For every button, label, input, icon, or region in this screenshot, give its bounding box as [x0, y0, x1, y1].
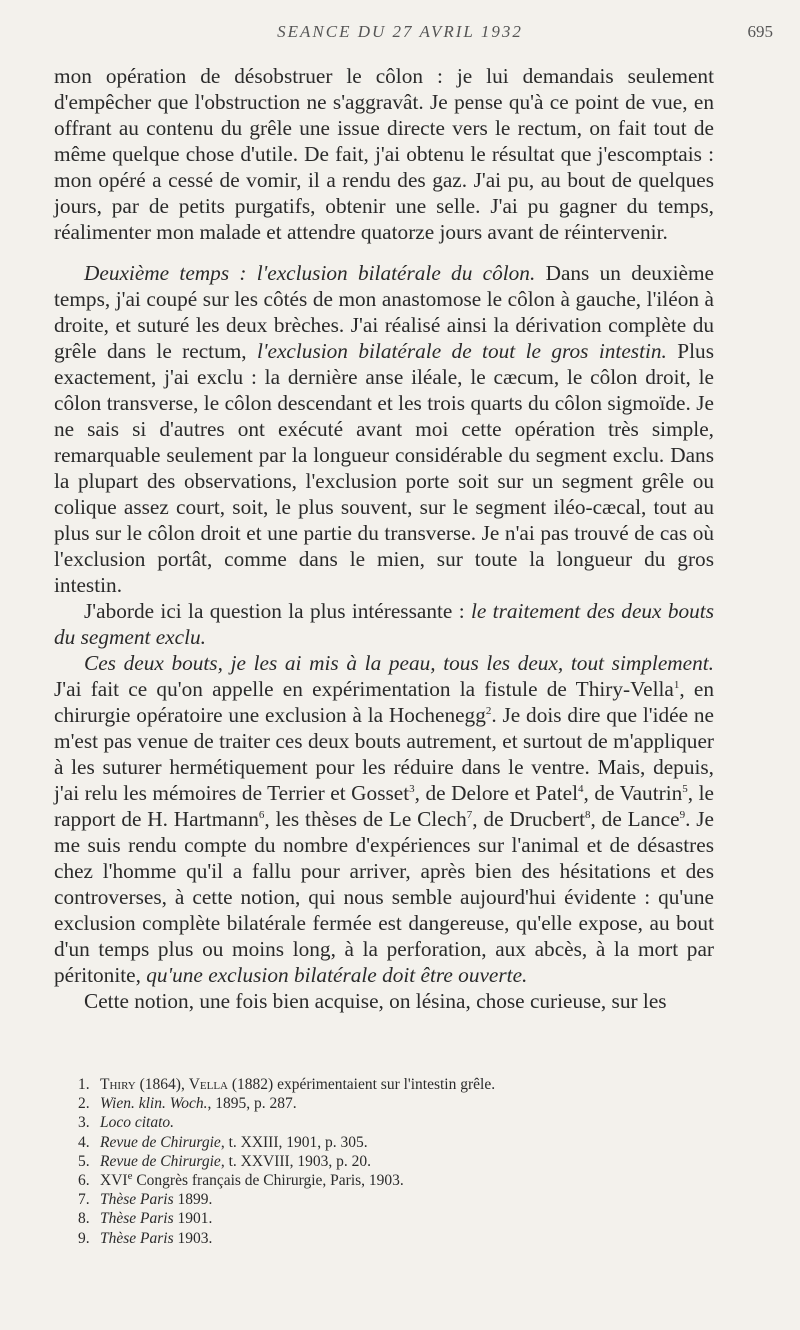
footnote-ref: 9 — [679, 808, 686, 821]
text-run: Ces deux bouts, je les ai mis à la peau, tous les deux, tout simplement. — [84, 651, 714, 675]
footnotes — [78, 1075, 598, 1248]
footnote — [78, 1075, 598, 1094]
text-run: (1864), — [135, 1076, 189, 1093]
text-run: le traitement des deux bouts du segment exclu. — [54, 599, 714, 649]
text-run: J'aborde ici la question la plus intéressante : — [84, 599, 471, 623]
text-run: XVI — [100, 1172, 128, 1190]
paragraph-4 — [54, 650, 714, 988]
footnote — [78, 1229, 598, 1248]
text-run: mon opération de désobstruer le côlon : je lui demandais seulement d'empêcher que l'obstruction ne s'aggravât. Je pense qu'à ce point de vue, en offrant au contenu du grêle une issue directe vers le rectum, on fait tout de même quelque chose d'utile. De fait, j'ai obtenu le résultat que j'escomptais : mon opéré a cessé de vomir, il a rendu des gaz. J'ai pu, au bout de quelques jours, par de petits purgatifs, obtenir une selle. J'ai pu gagner du temps, réalimenter mon malade et attendre quatorze jours avant de réintervenir. — [54, 64, 714, 244]
footnote — [78, 1209, 598, 1228]
footnote-ref: 6 — [258, 808, 265, 821]
text-run: Thèse Paris — [100, 1191, 174, 1209]
footnote-ref: e — [127, 1169, 133, 1182]
text-run: l'exclusion bilatérale de tout le gros intestin. — [257, 339, 667, 363]
page-header — [0, 22, 800, 46]
footnote — [78, 1113, 598, 1132]
text-run: , de Delore et Patel — [414, 781, 579, 805]
footnote-ref: 1 — [673, 678, 680, 691]
body-text — [54, 63, 714, 1014]
text-run: , de Vautrin — [583, 781, 683, 805]
text-run: Thiry — [100, 1076, 136, 1093]
footnote-number: 3. — [78, 1114, 90, 1132]
footnote-ref: 7 — [466, 808, 473, 821]
text-run: (1882) expérimentaient sur l'intestin grêle. — [228, 1076, 496, 1093]
footnote-ref: 3 — [409, 782, 415, 795]
text-run: Revue de Chirurgie — [100, 1133, 221, 1151]
text-run: 1901. — [173, 1210, 213, 1228]
text-run: . Je me suis rendu compte du nombre d'expériences sur l'animal et de désastres chez l'homme qu'il a fallu pour arriver, après bien des hésitations et des controverses, à cette notion, qui nous semble aujourd'hui évidente : qu'une exclusion complète bilatérale fermée est dangereuse, qu'elle expose, au bout d'un temps plus ou moins long, à la perforation, aux abcès, à la mort par péritonite, — [54, 807, 714, 987]
footnote — [78, 1094, 598, 1113]
footnote-number: 2. — [78, 1095, 90, 1113]
footnote-ref: 8 — [585, 808, 591, 821]
page-number: 695 — [747, 22, 773, 41]
paragraph-5 — [54, 988, 714, 1014]
text-run: 1899. — [173, 1191, 213, 1209]
running-title: SEANCE DU 27 AVRIL 1932 — [277, 22, 523, 41]
paragraph-1 — [54, 63, 714, 245]
text-run: Wien. klin. Woch. — [100, 1095, 208, 1113]
text-run: Vella — [188, 1076, 228, 1093]
footnote-number: 9. — [78, 1229, 90, 1247]
text-run: Thèse Paris — [100, 1229, 174, 1247]
text-run: Deuxième temps : l'exclusion bilatérale du côlon. — [84, 261, 536, 285]
footnote-number: 7. — [78, 1191, 90, 1209]
text-run: Revue de Chirurgie — [100, 1152, 221, 1170]
text-run: , de Lance — [590, 807, 680, 831]
footnote — [78, 1190, 598, 1209]
text-run: Congrès français de Chirurgie, Paris, 1903. — [132, 1172, 404, 1190]
text-run: , de Drucbert — [472, 807, 586, 831]
footnote-number: 6. — [78, 1172, 90, 1190]
text-run: , les thèses de Le Clech — [264, 807, 467, 831]
footnote-number: 4. — [78, 1133, 90, 1151]
text-run: qu'une exclusion bilatérale doit être ouverte. — [146, 963, 528, 987]
text-run: . Je dois dire que l'idée ne m'est pas venue de traiter ces deux bouts autrement, et surtout de m'appliquer à les suturer hermétiquement pour les réduire dans le ventre. Mais, depuis, j'ai relu les mémoires de Terrier et Gosset — [54, 703, 714, 805]
footnote-number: 5. — [78, 1152, 90, 1170]
text-run: J'ai fait ce qu'on appelle en expérimentation la fistule de Thiry-Vella — [54, 677, 674, 701]
footnote — [78, 1171, 598, 1190]
footnote-number: 1. — [78, 1076, 90, 1093]
text-run: Loco citato. — [100, 1114, 175, 1132]
text-run: , le rapport de H. Hartmann — [54, 781, 714, 831]
footnote — [78, 1133, 598, 1152]
text-run: Cette notion, une fois bien acquise, on lésina, chose curieuse, sur les — [84, 989, 667, 1013]
footnote-ref: 4 — [578, 782, 584, 795]
text-run: Plus exactement, j'ai exclu : la dernière anse iléale, le cæcum, le côlon droit, le côlon transverse, le côlon descendant et les trois quarts du côlon sigmoïde. Je ne sais si d'autres ont exécuté avant moi cette opération très simple, remarquable seulement par la longueur considérable du segment exclu. Dans la plupart des observations, l'exclusion porte soit sur un segment grêle ou colique assez court, soit, le plus souvent, sur le segment iléo-cæcal, tout au plus sur le côlon droit et une partie du transverse. Je n'ai pas trouvé de cas où l'exclusion portât, comme dans le mien, sur toute la longueur du gros intestin. — [54, 339, 714, 597]
text-run: Dans un deuxième temps, j'ai coupé sur les côtés de mon anastomose le côlon à gauche, l'iléon à droite, et suturé les deux brèches. J'ai réalisé ainsi la dérivation complète du grêle dans le rectum, — [54, 261, 714, 363]
text-run: Thèse Paris — [100, 1210, 174, 1228]
footnote — [78, 1152, 598, 1171]
text-run: , t. XXIII, 1901, p. 305. — [220, 1133, 368, 1151]
footnote-ref: 5 — [682, 782, 688, 795]
text-run: 1903. — [173, 1229, 213, 1247]
text-run: , t. XXVIII, 1903, p. 20. — [220, 1152, 372, 1170]
paragraph-3 — [54, 598, 714, 650]
footnote-number: 8. — [78, 1210, 90, 1228]
paragraph-2 — [54, 260, 714, 598]
footnote-ref: 2 — [485, 704, 492, 717]
text-run: , en chirurgie opératoire une exclusion à la Hochenegg — [54, 677, 715, 727]
text-run: , 1895, p. 287. — [207, 1095, 297, 1113]
